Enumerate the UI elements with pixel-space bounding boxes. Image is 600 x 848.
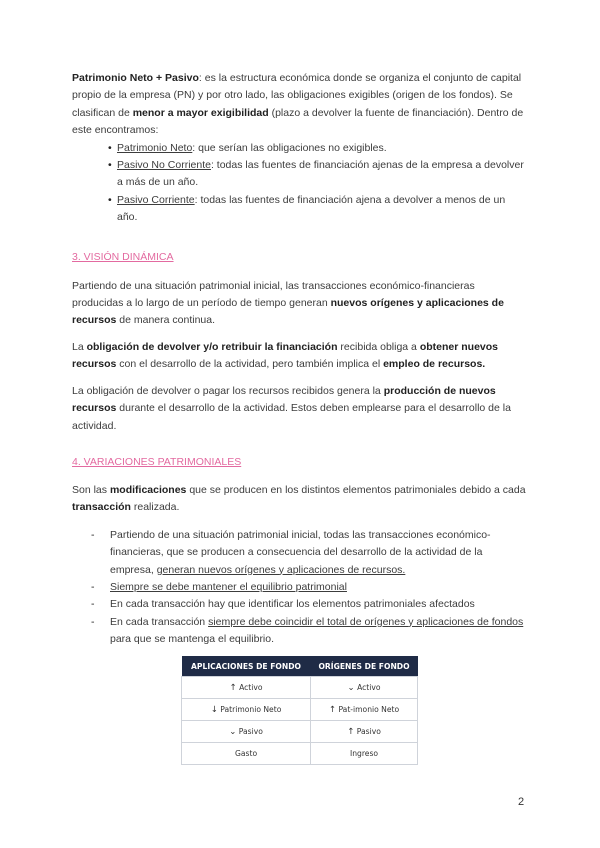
cell-text: Patrimonio Neto [220,704,282,714]
text-span: : que serían las obligaciones no exigibles. [192,141,387,154]
document-body [72,70,527,649]
table-cell [311,721,418,743]
list-item [108,192,527,227]
table-cell [182,677,311,699]
header-origenes: ORÍGENES DE FONDO [311,656,418,677]
underlined-term: Patrimonio Neto [117,141,193,154]
table-cell [311,677,418,699]
text-span: con el desarrollo de la actividad, pero también implica el [116,358,384,371]
text-span: Partiendo de una situación patrimonial inicial, todas las transacciones económico-financieras, que se producen a consecuencia del desarrollo de la actividad de la empresa, [110,528,491,576]
table-row [182,743,418,765]
bold-term: obtener nuevos recursos [72,340,499,371]
cell-text: Ingreso [349,749,379,758]
underlined-term: generan nuevos orígenes y aplicaciones de recursos. [156,563,406,576]
cell-text: Pat-imonio Neto [338,704,400,714]
text-span: para que se mantenga el equilibrio. [110,633,275,646]
underlined-term: siempre debe coincidir el total de orígenes y aplicaciones de fondos [208,615,524,628]
text-span: La obligación de devolver o pagar los recursos recibidos genera la [72,384,384,397]
text-span: recibida obliga a [337,340,420,353]
cell-text: Activo [239,682,263,692]
list-item [110,614,527,649]
bold-term: producción de nuevos recursos [72,384,496,415]
arrow-up-icon: ↑ [347,726,355,737]
bold-term: menor a mayor exigibilidad [132,106,269,119]
table-cell [311,699,418,721]
text-span: La [72,340,87,353]
text-span: (plazo a devolver la fuente de financiación). Dentro de este encontramos: [72,106,524,137]
chevron-down-icon: ⌄ [229,726,237,737]
dash-list [72,527,527,649]
table-header-row [182,656,418,677]
list-item [108,157,527,192]
arrow-up-icon: ↑ [229,682,237,693]
cell-text: Gasto [234,749,258,758]
table-row [182,677,418,699]
chevron-down-icon: ⌄ [347,682,355,693]
section-heading-4: 4. VARIACIONES PATRIMONIALES [72,455,242,468]
bold-term: empleo de recursos. [383,358,486,371]
arrow-down-icon: ↓ [210,704,218,715]
table-row [182,699,418,721]
cell-text: Pasivo [238,726,263,736]
text-span: realizada. [130,501,180,514]
underlined-term: Pasivo No Corriente [117,159,211,172]
funds-table-grid [181,656,418,765]
paragraph [72,383,527,435]
list-item [108,140,527,157]
bold-term: nuevos orígenes y aplicaciones de recursos [72,297,504,327]
arrow-up-icon: ↑ [328,704,337,715]
underlined-term: Pasivo Corriente [117,193,195,206]
list-item [110,579,527,596]
text-span: : todas las fuentes de financiación ajenas de la empresa a devolver a más de un año. [117,159,524,189]
text-span: Son las [72,483,110,496]
text-span: : es la estructura económica donde se organiza el conjunto de capital propio de la empresa (PN) y por otro lado, las obligaciones exigibles (origen de los fondos). Se clasifican de [72,72,522,119]
page-number: 2 [518,796,525,808]
section-heading-3: 3. VISIÓN DINÁMICA [72,250,174,263]
text-span: de manera continua. [116,314,216,327]
table-cell [182,743,311,765]
text-span: durante el desarrollo de la actividad. Estos deben emplearse para el desarrollo de la actividad. [72,402,511,432]
funds-table [181,656,418,765]
paragraph-pn-pasivo [72,70,527,140]
bold-term: transacción [72,501,131,514]
paragraph [72,278,527,330]
text-span: En cada transacción [110,615,209,628]
text-span: Partiendo de una situación patrimonial inicial, las transacciones económico-financieras producidas a lo largo de un período de tiempo generan [72,279,475,310]
paragraph [72,339,527,374]
cell-text: Pasivo [356,726,381,736]
bold-term: obligación de devolver y/o retribuir la financiación [86,340,338,353]
paragraph [72,482,527,517]
bold-term: Patrimonio Neto + Pasivo [72,72,199,84]
table-cell [182,699,311,721]
text-span: En cada transacción hay que identificar los elementos patrimoniales afectados [110,598,475,611]
underlined-term: Siempre se debe mantener el equilibrio patrimonial [110,580,347,593]
list-item [110,596,527,613]
text-span: que se producen en los distintos elementos patrimoniales debido a cada [186,483,526,496]
cell-text: Activo [357,682,381,692]
header-aplicaciones: APLICACIONES DE FONDO [182,656,311,677]
table-cell [182,721,311,743]
text-span: : todas las fuentes de financiación ajena a devolver a menos de un año. [117,193,506,224]
table-cell [311,743,418,765]
bold-term: modificaciones [109,483,187,496]
bullet-list [72,140,527,227]
table-row [182,721,418,743]
list-item [110,527,527,579]
